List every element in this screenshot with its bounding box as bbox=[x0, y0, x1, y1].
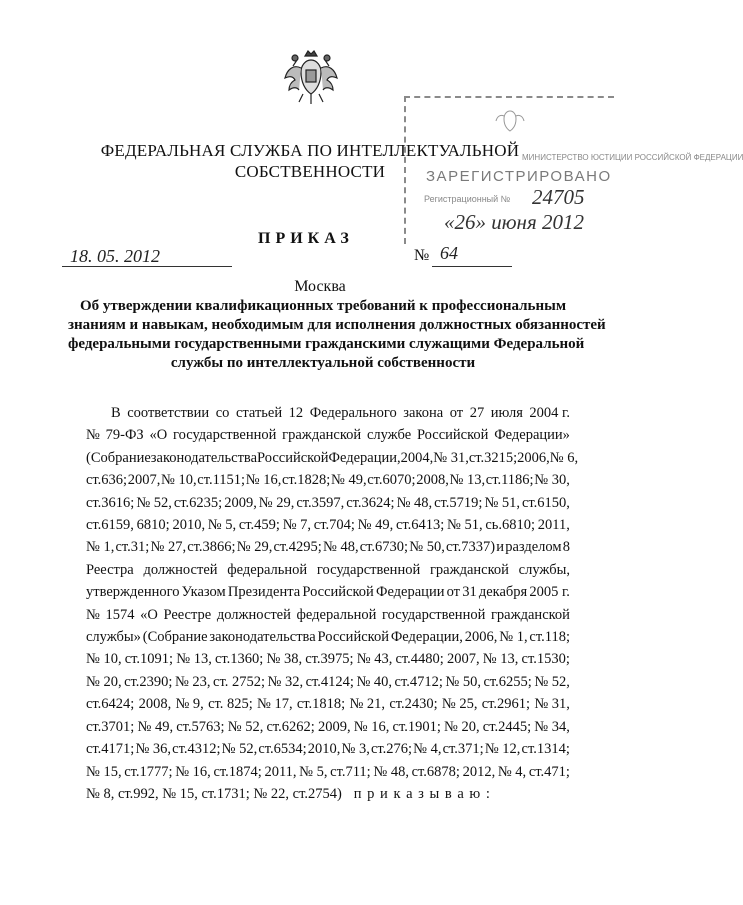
body-word: № 50, bbox=[445, 673, 481, 690]
body-word: № 25, bbox=[441, 696, 478, 713]
agency-name-line-2: СОБСТВЕННОСТИ bbox=[234, 162, 386, 181]
body-word: ст.704; bbox=[313, 517, 355, 534]
body-word: ст.31; bbox=[115, 539, 150, 556]
body-word: № 49, bbox=[137, 718, 174, 735]
body-word: № 3, bbox=[341, 741, 370, 758]
body-word: № 5, bbox=[299, 763, 328, 780]
body-word: ст.371; bbox=[442, 741, 484, 758]
body-line bbox=[86, 559, 570, 581]
body-word: № 13, bbox=[176, 651, 212, 668]
body-line bbox=[111, 402, 570, 424]
body-word: № 16, bbox=[175, 763, 211, 780]
body-word: № 31, bbox=[433, 449, 469, 466]
body-word: № 27, bbox=[150, 539, 187, 556]
body-word: государственной bbox=[173, 427, 277, 444]
body-word: В bbox=[111, 405, 121, 421]
body-word: ст.4171; bbox=[86, 741, 135, 758]
body-word: ст.1818; bbox=[296, 696, 346, 713]
body-word: службе bbox=[366, 427, 412, 444]
body-word: № 12, bbox=[484, 741, 521, 758]
body-word: 2006, bbox=[464, 629, 498, 646]
body-word: 2012, bbox=[462, 763, 496, 780]
order-number-sign: № bbox=[414, 247, 430, 264]
body-word: 2009, bbox=[318, 718, 351, 735]
body-word: № 52, bbox=[227, 718, 264, 735]
body-word: 8 bbox=[562, 539, 570, 556]
body-word: ст.1186; bbox=[485, 472, 534, 489]
body-word: должностей bbox=[143, 561, 218, 578]
stamp-reg-number-label: Регистрационный № bbox=[424, 194, 511, 204]
body-word: № 29, bbox=[236, 539, 273, 556]
body-word: № 6, bbox=[549, 449, 579, 466]
body-word: № 49, bbox=[331, 472, 367, 489]
body-word: № bbox=[86, 606, 100, 623]
body-word: ст.6159, bbox=[86, 517, 134, 534]
body-word: 2007, bbox=[127, 472, 161, 489]
body-line bbox=[86, 671, 570, 693]
body-word: ст.6424; bbox=[86, 696, 135, 713]
body-line bbox=[86, 492, 570, 514]
body-word: ст.3616; bbox=[86, 494, 135, 511]
subject-line: Об утверждении квалификационных требований к профессиональным bbox=[79, 298, 567, 314]
body-word: соответствии bbox=[127, 405, 210, 421]
body-word: 12 bbox=[288, 405, 304, 421]
body-word: № 13, bbox=[449, 472, 486, 489]
body-word: Указом bbox=[181, 584, 226, 601]
body-word: № 30, bbox=[534, 472, 570, 489]
body-word: законодательства bbox=[150, 449, 258, 466]
body-word: ст.1091; bbox=[124, 651, 174, 668]
body-word: ст.711; bbox=[330, 763, 371, 780]
body-word: ст.636; bbox=[86, 472, 128, 489]
body-word: 2011, bbox=[264, 763, 297, 780]
body-word: № 29, bbox=[258, 494, 295, 511]
body-word: ст.6413; bbox=[395, 517, 445, 534]
body-word: ст.4480; bbox=[395, 651, 444, 668]
body-word: № 52, bbox=[136, 494, 172, 511]
subject-line: федеральными государственными гражданскими служащими Федеральной bbox=[68, 336, 585, 352]
stamp-reg-date-value: «26» июня 2012 bbox=[444, 210, 584, 234]
body-word: Российской bbox=[302, 584, 374, 601]
body-word: разделом bbox=[505, 539, 562, 556]
body-word: федеральной bbox=[296, 606, 377, 623]
body-word: 2009, bbox=[224, 494, 257, 511]
body-word: № 50, bbox=[409, 539, 445, 556]
body-word: со bbox=[215, 405, 230, 421]
body-word: законодательства bbox=[209, 629, 316, 646]
body-word: № 7, bbox=[282, 517, 312, 534]
body-word: должностей bbox=[216, 606, 291, 623]
body-word: 2010, bbox=[307, 741, 341, 758]
body-word: «О bbox=[149, 427, 168, 444]
stamp-emblem-icon bbox=[496, 108, 524, 134]
body-line bbox=[86, 514, 570, 536]
body-word: государственной bbox=[382, 606, 486, 623]
body-word: № 52, bbox=[221, 741, 258, 758]
body-line bbox=[86, 648, 570, 670]
body-word: федеральной bbox=[227, 561, 308, 578]
body-word: ст.6255; bbox=[483, 673, 532, 690]
body-line bbox=[86, 716, 570, 738]
body-word: ст.6150, bbox=[522, 494, 570, 511]
body-word: № 1, bbox=[86, 539, 115, 556]
body-word: Федерации bbox=[375, 584, 445, 601]
body-word: службы, bbox=[518, 561, 570, 578]
body-word: ст.1314; bbox=[521, 741, 570, 758]
stamp-ministry-text: МИНИСТЕРСТВО ЮСТИЦИИ РОССИЙСКОЙ ФЕДЕРАЦИИ bbox=[522, 153, 743, 162]
body-word: № 9, bbox=[175, 696, 204, 713]
body-word: 1574 bbox=[105, 606, 135, 623]
body-word: ст.2445; bbox=[482, 718, 532, 735]
order-subject bbox=[68, 297, 606, 373]
body-word: ст.6878; bbox=[411, 763, 460, 780]
body-word: № 1, bbox=[499, 629, 528, 646]
body-word: сь.6810; bbox=[485, 517, 536, 534]
body-word: 79-ФЗ bbox=[105, 427, 144, 444]
coat-of-arms-emblem bbox=[283, 48, 339, 108]
body-word: ст.5763; bbox=[176, 718, 225, 735]
body-line bbox=[86, 581, 570, 603]
body-line bbox=[86, 738, 570, 760]
stamp-reg-number-value: 24705 bbox=[532, 185, 585, 209]
body-word: № 23, bbox=[174, 673, 211, 690]
body-word: № 48, bbox=[396, 494, 433, 511]
body-word: № 16, bbox=[353, 718, 390, 735]
body-word: Федерального bbox=[309, 405, 397, 421]
body-word: ст.6534; bbox=[258, 741, 307, 758]
body-word: 2010, bbox=[172, 517, 206, 534]
body-word: ст.1828; bbox=[282, 472, 331, 489]
body-word: 27 bbox=[469, 405, 485, 421]
body-word: № 13, bbox=[482, 651, 519, 668]
body-line bbox=[86, 626, 570, 648]
number-underline bbox=[432, 266, 512, 267]
body-word: ст.4312; bbox=[172, 741, 221, 758]
body-word: ст.1530; bbox=[521, 651, 570, 668]
body-word: ст.4124; bbox=[305, 673, 354, 690]
body-word: № 48, bbox=[373, 763, 409, 780]
body-word: гражданской bbox=[490, 606, 570, 623]
body-word: ст.3624; bbox=[346, 494, 395, 511]
body-word: № 20, bbox=[444, 718, 480, 735]
body-word: ст.2961; bbox=[481, 696, 531, 713]
body-word: ст.1777; bbox=[124, 763, 173, 780]
body-word: № 10, bbox=[86, 651, 122, 668]
body-word: Российской bbox=[416, 427, 489, 444]
body-word: 2011, bbox=[537, 517, 570, 534]
order-city: Москва bbox=[294, 278, 346, 295]
body-word: № 51, bbox=[447, 517, 483, 534]
body-word: № 43, bbox=[356, 651, 393, 668]
body-word: ст.1151; bbox=[197, 472, 246, 489]
body-word: ст.3975; bbox=[305, 651, 354, 668]
body-word: ст.3215; bbox=[468, 449, 518, 466]
stamp-registered-text: ЗАРЕГИСТРИРОВАНО bbox=[426, 168, 612, 185]
body-word: Федерации, bbox=[328, 449, 401, 466]
body-word: Реестре bbox=[163, 606, 212, 623]
body-word: ст.1901; bbox=[392, 718, 441, 735]
body-word: гражданской bbox=[429, 561, 509, 578]
body-word: 2005 г. bbox=[529, 584, 570, 601]
body-word: 2004 г. bbox=[529, 405, 570, 421]
body-word: № 49, bbox=[357, 517, 394, 534]
body-word: № 48, bbox=[323, 539, 359, 556]
body-word: ст.5719; bbox=[434, 494, 483, 511]
order-title: ПРИКАЗ bbox=[258, 230, 354, 247]
body-line bbox=[86, 783, 570, 805]
subject-line: знаниям и навыкам, необходимым для исполнения должностных обязанностей bbox=[68, 317, 606, 333]
body-word: ст.2430; bbox=[389, 696, 438, 713]
body-word: государственной bbox=[316, 561, 421, 578]
body-word: 2008, bbox=[416, 472, 449, 489]
body-word: № 16, bbox=[245, 472, 282, 489]
body-word: ст.459; bbox=[238, 517, 280, 534]
body-word: 2008, bbox=[138, 696, 172, 713]
body-word: № 21, bbox=[349, 696, 386, 713]
body-word: Федерации, bbox=[390, 629, 463, 646]
body-word: ст.2390; bbox=[124, 673, 173, 690]
stamp-frame-top bbox=[404, 96, 614, 98]
body-word: Президента bbox=[227, 584, 301, 601]
body-word: № 15, bbox=[86, 763, 122, 780]
body-word: № 32, bbox=[267, 673, 304, 690]
body-word: июля bbox=[490, 405, 523, 421]
body-word: 31 bbox=[462, 584, 477, 601]
body-word: ст. 825; bbox=[208, 696, 253, 713]
body-word: ст.4295; bbox=[273, 539, 322, 556]
body-word: № 8, ст.992, № 15, ст.1731; № 22, ст.2754) bbox=[86, 785, 342, 802]
body-word: п р и к а з ы в а ю : bbox=[353, 785, 491, 802]
body-line bbox=[86, 693, 570, 715]
body-word: статьей bbox=[235, 405, 283, 421]
order-date: 18. 05. 2012 bbox=[70, 246, 160, 266]
body-word: ст.7337) bbox=[446, 539, 496, 556]
body-word: гражданской bbox=[282, 427, 362, 444]
body-word: № 17, bbox=[257, 696, 293, 713]
body-word: утвержденного bbox=[86, 584, 180, 601]
body-word: 2007, bbox=[447, 651, 480, 668]
body-line bbox=[86, 469, 570, 491]
body-word: 6810; bbox=[136, 517, 170, 534]
body-word: ст.6235; bbox=[173, 494, 223, 511]
body-word: «О bbox=[140, 606, 158, 623]
body-line bbox=[86, 447, 579, 469]
body-word: № 51, bbox=[484, 494, 521, 511]
body-word: Российской bbox=[317, 629, 389, 646]
body-line bbox=[86, 536, 570, 558]
body-word: ст.6730; bbox=[359, 539, 409, 556]
body-word: ст.471; bbox=[528, 763, 570, 780]
body-word: ст.1874; bbox=[213, 763, 262, 780]
body-word: и bbox=[496, 539, 505, 556]
body-word: от bbox=[449, 405, 464, 421]
body-word: Реестра bbox=[86, 561, 134, 578]
body-word: № 31, bbox=[534, 696, 570, 713]
body-word: № 4, bbox=[497, 763, 527, 780]
body-word: № 4, bbox=[413, 741, 442, 758]
body-word: № 38, bbox=[266, 651, 303, 668]
body-word: ст.3866; bbox=[187, 539, 236, 556]
body-word: № 36, bbox=[135, 741, 172, 758]
body-word: № 10, bbox=[161, 472, 197, 489]
body-word: № 40, bbox=[356, 673, 393, 690]
body-word: ст.6262; bbox=[266, 718, 315, 735]
body-line bbox=[86, 604, 570, 626]
stamp-frame-left bbox=[404, 96, 406, 244]
body-word: службы» bbox=[86, 629, 141, 646]
body-word: ст. 2752; bbox=[213, 673, 265, 690]
body-word: (Собрание bbox=[86, 449, 151, 466]
body-word: Федерации» bbox=[494, 427, 570, 444]
subject-line: службы по интеллектуальной собственности bbox=[170, 355, 476, 371]
body-word: № 20, bbox=[86, 673, 122, 690]
body-word: ст.3701; bbox=[86, 718, 135, 735]
body-word: закона bbox=[403, 405, 444, 421]
body-word: ст.1360; bbox=[215, 651, 264, 668]
registration-stamp bbox=[404, 96, 743, 246]
body-word: 2006, bbox=[517, 449, 550, 466]
body-word: ст.4712; bbox=[394, 673, 443, 690]
body-line bbox=[86, 761, 570, 783]
order-body-text bbox=[86, 402, 579, 805]
body-word: ст.6070; bbox=[367, 472, 416, 489]
body-word: № bbox=[86, 427, 100, 444]
body-word: 2004, bbox=[400, 449, 434, 466]
body-word: № 5, bbox=[207, 517, 237, 534]
body-word: Российской bbox=[257, 449, 329, 466]
body-word: ст.276; bbox=[370, 741, 413, 758]
body-word: ст.3597, bbox=[296, 494, 345, 511]
body-word: от bbox=[446, 584, 461, 601]
body-word: декабря bbox=[478, 584, 528, 601]
body-word: ст.118; bbox=[529, 629, 570, 646]
body-word: № 52, bbox=[534, 673, 570, 690]
date-underline bbox=[62, 266, 232, 267]
order-number: 64 bbox=[440, 243, 458, 263]
body-line bbox=[86, 424, 570, 446]
agency-name-line-1: ФЕДЕРАЛЬНАЯ СЛУЖБА ПО ИНТЕЛЛЕКТУАЛЬНОЙ bbox=[100, 141, 520, 160]
body-word: (Собрание bbox=[142, 629, 208, 646]
body-word: № 34, bbox=[534, 718, 570, 735]
